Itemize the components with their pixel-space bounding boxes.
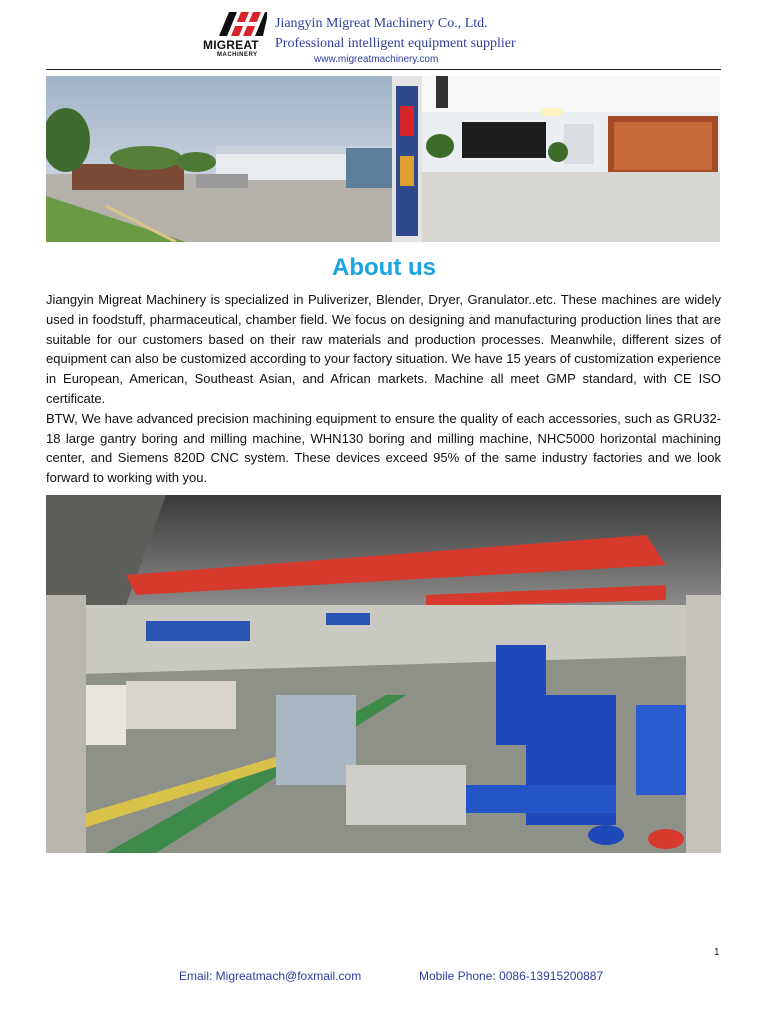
about-body (46, 290, 721, 488)
website-link[interactable]: www.migreatmachinery.com (314, 54, 439, 65)
factory-exterior-image (46, 76, 392, 242)
about-paragraph-1: Jiangyin Migreat Machinery is specialized in Puliverizer, Blender, Dryer, Granulator..etc. These machines are widely used in foodstuff, pharmaceutical, chamber field. We focus on designing and manufacturing production lines that are suitable for our customers based on their raw materials and production processes. Meanwhile, different sizes of equipment can also be customized according to your factory situation. We have 15 years of customization experience in European, American, Southeast Asian, and African markets. Machine all meet GMP standard, with CE ISO certificate. (46, 292, 721, 406)
logo-subtext: MACHINERY (217, 52, 258, 58)
company-name: Jiangyin Migreat Machinery Co., Ltd. (275, 16, 488, 31)
footer-email[interactable]: Email: Migreatmach@foxmail.com (179, 969, 362, 983)
lobby-photo (392, 76, 720, 242)
footer-phone[interactable]: Mobile Phone: 0086-13915200887 (419, 969, 604, 983)
page-header (0, 0, 768, 72)
header-divider (46, 69, 721, 70)
company-logo (203, 12, 277, 56)
company-tagline: Professional intelligent equipment supplier (275, 36, 516, 51)
lobby-image (392, 76, 720, 242)
migreat-logo-icon (219, 12, 267, 36)
logo-wordmark: MIGREAT (203, 38, 259, 52)
about-paragraph-2: BTW, We have advanced precision machining equipment to ensure the quality of each accessories, such as GRU32-18 large gantry boring and milling machine, WHN130 boring and milling machine, NHC5000 horizontal machining center, and Siemens 820D CNC system. These devices exceed 95% of the same industry factories and we look forward to working with you. (46, 410, 721, 486)
factory-exterior-photo (46, 76, 392, 242)
about-us-title: About us (332, 254, 436, 281)
workshop-image (46, 495, 721, 853)
page-number: 1 (714, 947, 720, 958)
workshop-photo (46, 495, 721, 853)
